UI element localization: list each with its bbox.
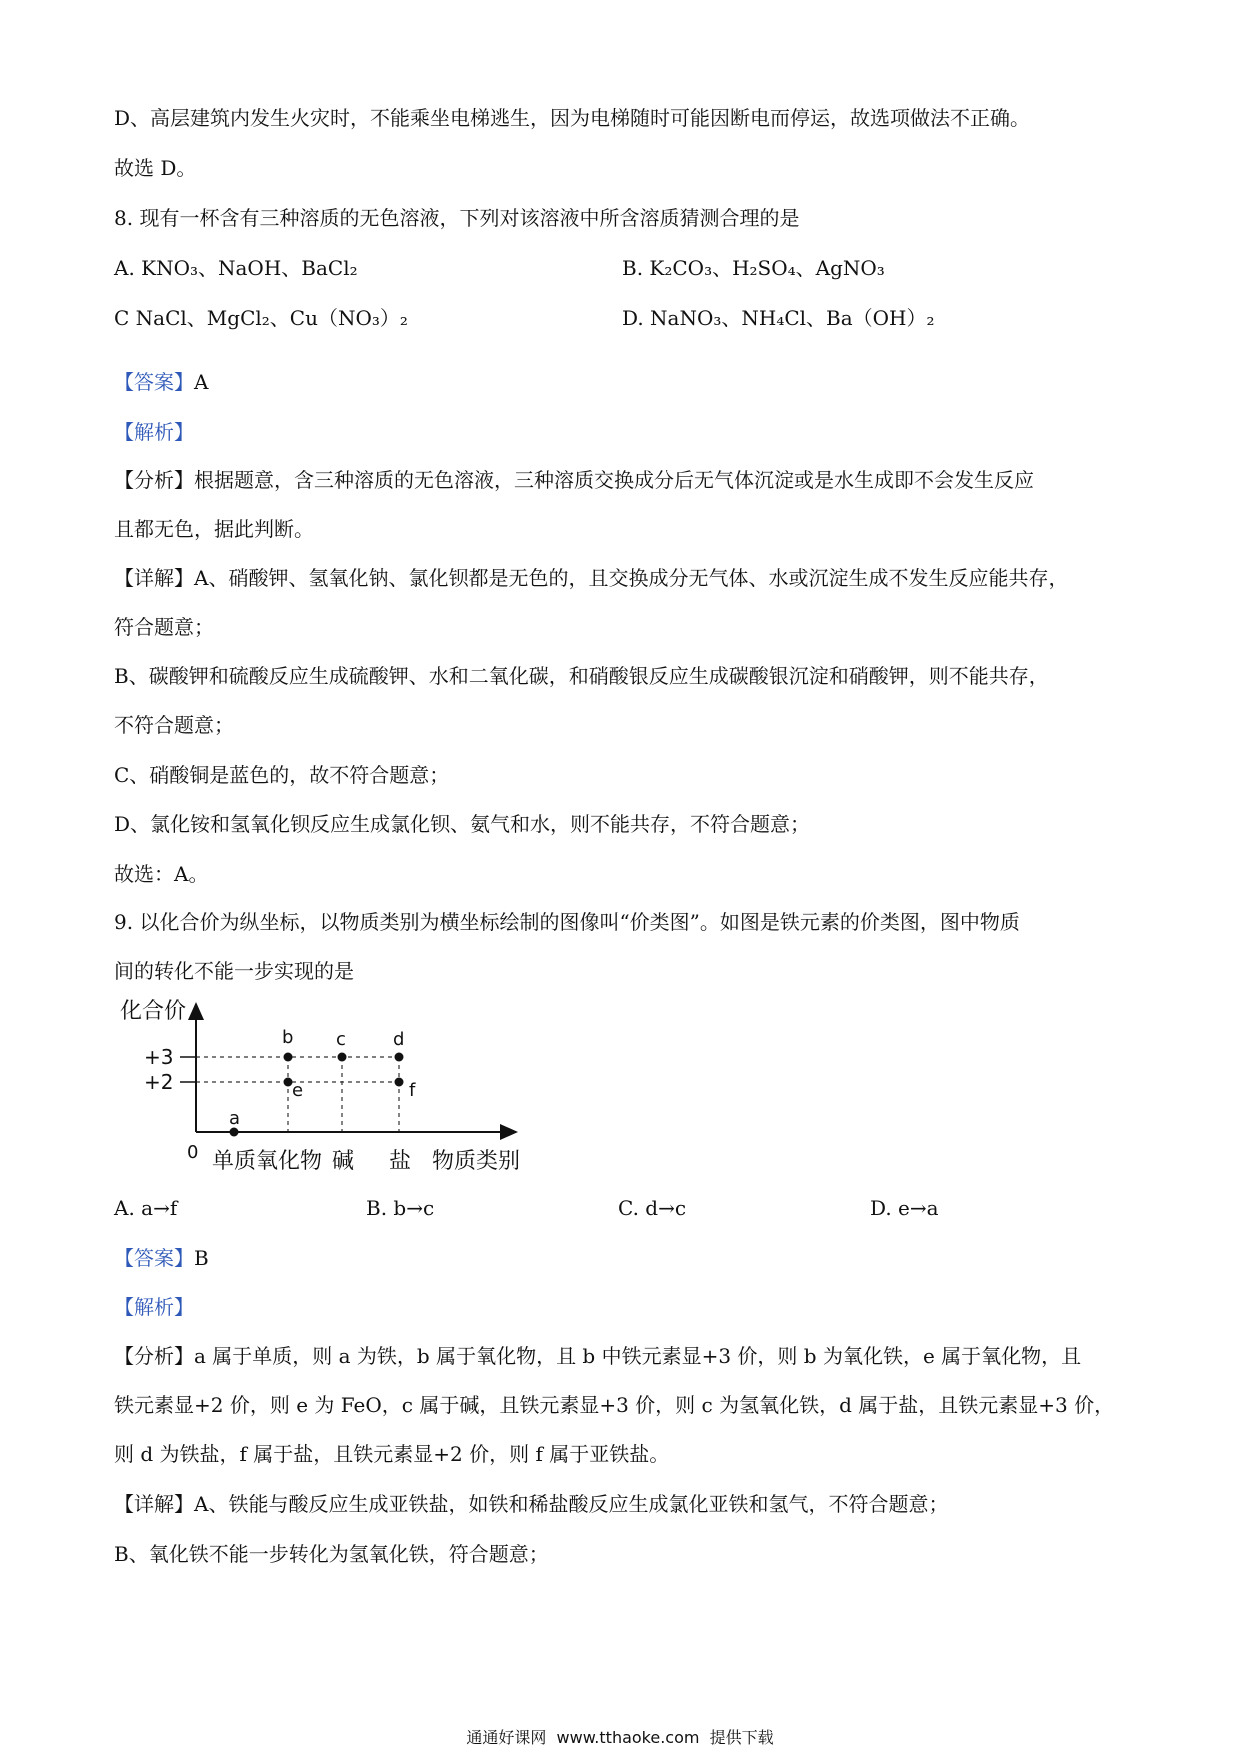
q9-option-c: C. d→c	[618, 1196, 687, 1220]
point-label-e: e	[292, 1080, 304, 1101]
page-footer	[0, 1728, 1240, 1748]
fenxi-text: a 属于单质，则 a 为铁，b 属于氧化物，且 b 中铁元素显+3 价，则 b 为氧化铁，e 属于氧化物，且	[194, 1344, 1082, 1368]
text-line: 且都无色，据此判断。	[114, 517, 314, 541]
category-label: 盐	[389, 1149, 412, 1174]
point-label-f: f	[409, 1080, 416, 1101]
fenxi-text: 根据题意，含三种溶质的无色溶液，三种溶质交换成分后无气体沉淀或是水生成即不会发生反应	[194, 468, 1034, 492]
point-label-c: c	[336, 1029, 346, 1050]
xiangjie-tag: 【详解】	[114, 1492, 194, 1516]
q8-answer	[114, 368, 208, 396]
x-axis-label: 物质类别	[432, 1149, 521, 1174]
xiangjie-text: A、铁能与酸反应生成亚铁盐，如铁和稀盐酸反应生成氯化亚铁和氢气，不符合题意；	[194, 1492, 949, 1516]
text-line: 间的转化不能一步实现的是	[114, 959, 354, 983]
text-line: 则 d 为铁盐，f 属于盐，且铁元素显+2 价，则 f 属于亚铁盐。	[114, 1442, 670, 1466]
footer-site: 通通好课网	[466, 1728, 547, 1747]
answer-tag: 【答案】	[114, 370, 194, 394]
point-b	[284, 1053, 293, 1062]
point-f	[395, 1078, 404, 1087]
text-line: C、硝酸铜是蓝色的，故不符合题意；	[114, 763, 450, 787]
q8-fenxi	[114, 466, 1034, 494]
text-line: 故选 D。	[114, 156, 197, 180]
answer-value: B	[194, 1246, 209, 1270]
origin-label: 0	[187, 1142, 199, 1163]
text-line: 符合题意；	[114, 615, 214, 639]
point-label-a: a	[229, 1108, 241, 1129]
footer-suffix: 提供下载	[709, 1728, 774, 1747]
q8-option-c: C NaCl、MgCl₂、Cu（NO₃）₂	[114, 306, 408, 330]
q9-fenxi	[114, 1342, 1081, 1370]
q9-option-a: A. a→f	[114, 1196, 178, 1220]
q9-option-b: B. b→c	[366, 1196, 435, 1220]
y-tick-label: +3	[144, 1045, 174, 1069]
point-c	[338, 1053, 347, 1062]
point-label-d: d	[393, 1029, 405, 1050]
q8-option-b: B. K₂CO₃、H₂SO₄、AgNO₃	[622, 256, 885, 280]
point-d	[395, 1053, 404, 1062]
text-line: 故选：A。	[114, 862, 209, 886]
answer-tag: 【答案】	[114, 1246, 194, 1270]
q8-analysis	[114, 418, 194, 446]
text-line: B、碳酸钾和硫酸反应生成硫酸钾、水和二氧化碳，和硝酸银反应生成碳酸银沉淀和硝酸钾，则不能共存，	[114, 664, 1049, 688]
xiangjie-tag: 【详解】	[114, 566, 194, 590]
q9-answer	[114, 1244, 209, 1272]
analysis-tag: 【解析】	[114, 1295, 194, 1319]
fenxi-tag: 【分析】	[114, 1344, 194, 1368]
valence-class-chart	[110, 990, 570, 1180]
q9-option-d: D. e→a	[870, 1196, 939, 1220]
fenxi-tag: 【分析】	[114, 468, 194, 492]
category-label: 单质	[212, 1149, 257, 1174]
q8-option-d: D. NaNO₃、NH₄Cl、Ba（OH）₂	[622, 306, 935, 330]
text-line: B、氧化铁不能一步转化为氢氧化铁，符合题意；	[114, 1542, 549, 1566]
xiangjie-text: A、硝酸钾、氢氧化钠、氯化钡都是无色的，且交换成分无气体、水或沉淀生成不发生反应能共存，	[194, 566, 1069, 590]
y-axis-label: 化合价	[120, 999, 187, 1024]
text-line: D、高层建筑内发生火灾时，不能乘坐电梯逃生，因为电梯随时可能因断电而停运，故选项做法不正确。	[114, 106, 1031, 130]
q8-xiangjie	[114, 564, 1068, 592]
footer-url: www.tthaoke.com	[556, 1728, 700, 1747]
analysis-tag: 【解析】	[114, 420, 194, 444]
text-line: D、氯化铵和氢氧化钡反应生成氯化钡、氨气和水，则不能共存，不符合题意；	[114, 812, 811, 836]
text-line: 不符合题意；	[114, 713, 234, 737]
question-9-stem: 9. 以化合价为纵坐标，以物质类别为横坐标绘制的图像叫“价类图”。如图是铁元素的价类图，图中物质	[114, 910, 1020, 934]
q9-xiangjie	[114, 1490, 948, 1518]
y-tick-label: +2	[144, 1070, 174, 1094]
q9-analysis	[114, 1293, 194, 1321]
q8-option-a: A. KNO₃、NaOH、BaCl₂	[114, 256, 358, 280]
question-8-stem: 8. 现有一杯含有三种溶质的无色溶液，下列对该溶液中所含溶质猜测合理的是	[114, 206, 800, 230]
category-label: 碱	[332, 1149, 355, 1174]
answer-value: A	[194, 370, 209, 394]
text-line: 铁元素显+2 价，则 e 为 FeO，c 属于碱，且铁元素显+3 价，则 c 为氢氧化铁，d 属于盐，且铁元素显+3 价，	[114, 1393, 1115, 1417]
category-label: 氧化物	[256, 1149, 323, 1174]
point-label-b: b	[282, 1027, 294, 1048]
